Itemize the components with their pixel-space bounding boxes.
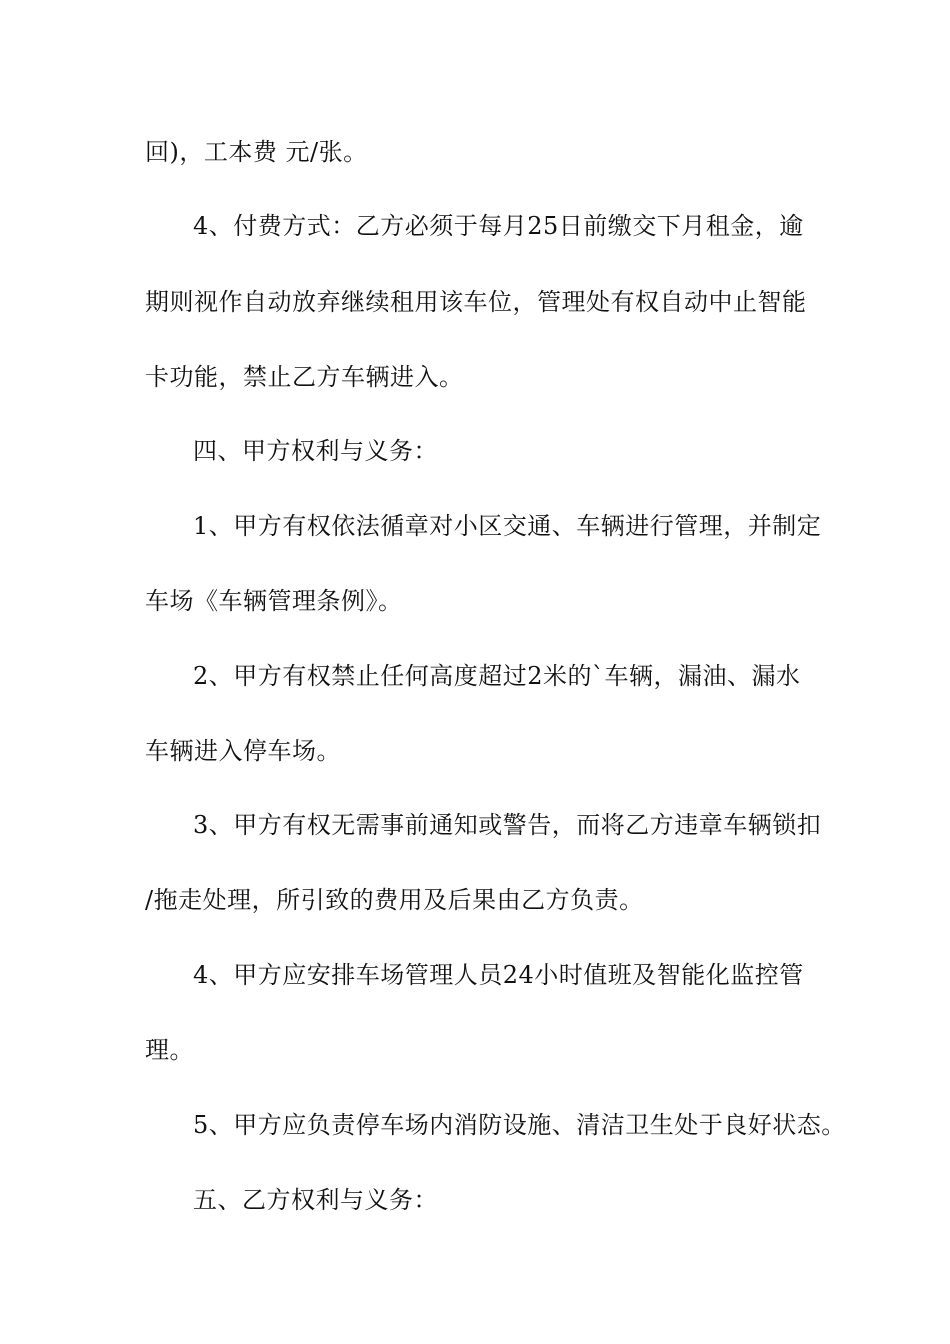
text-line: 4、付费方式：乙方必须于每月25日前缴交下月租金，逾 <box>193 212 804 240</box>
text-line: 车辆进入停车场。 <box>145 737 341 765</box>
section-heading: 五、乙方权利与义务： <box>193 1186 438 1214</box>
text-line: 车场《车辆管理条例》。 <box>145 587 403 615</box>
text-line: 1、甲方有权依法循章对小区交通、车辆进行管理，并制定 <box>193 512 822 540</box>
text-line: 理。 <box>145 1036 194 1064</box>
text-line: 期则视作自动放弃继续租用该车位，管理处有权自动中止智能 <box>145 288 807 316</box>
text-line: 3、甲方有权无需事前通知或警告，而将乙方违章车辆锁扣 <box>193 811 822 839</box>
text-line: /拖走处理，所引致的费用及后果由乙方负责。 <box>145 886 644 914</box>
text-line: 卡功能，禁止乙方车辆进入。 <box>145 363 464 391</box>
text-line: 2、甲方有权禁止任何高度超过2米的`车辆，漏油、漏水 <box>193 662 801 690</box>
text-line: 5、甲方应负责停车场内消防设施、清洁卫生处于良好状态。 <box>193 1111 846 1139</box>
section-heading: 四、甲方权利与义务： <box>193 437 438 465</box>
text-line: 4、甲方应安排车场管理人员24小时值班及智能化监控管 <box>193 961 804 989</box>
text-line: 回)，工本费 元/张。 <box>145 138 368 166</box>
